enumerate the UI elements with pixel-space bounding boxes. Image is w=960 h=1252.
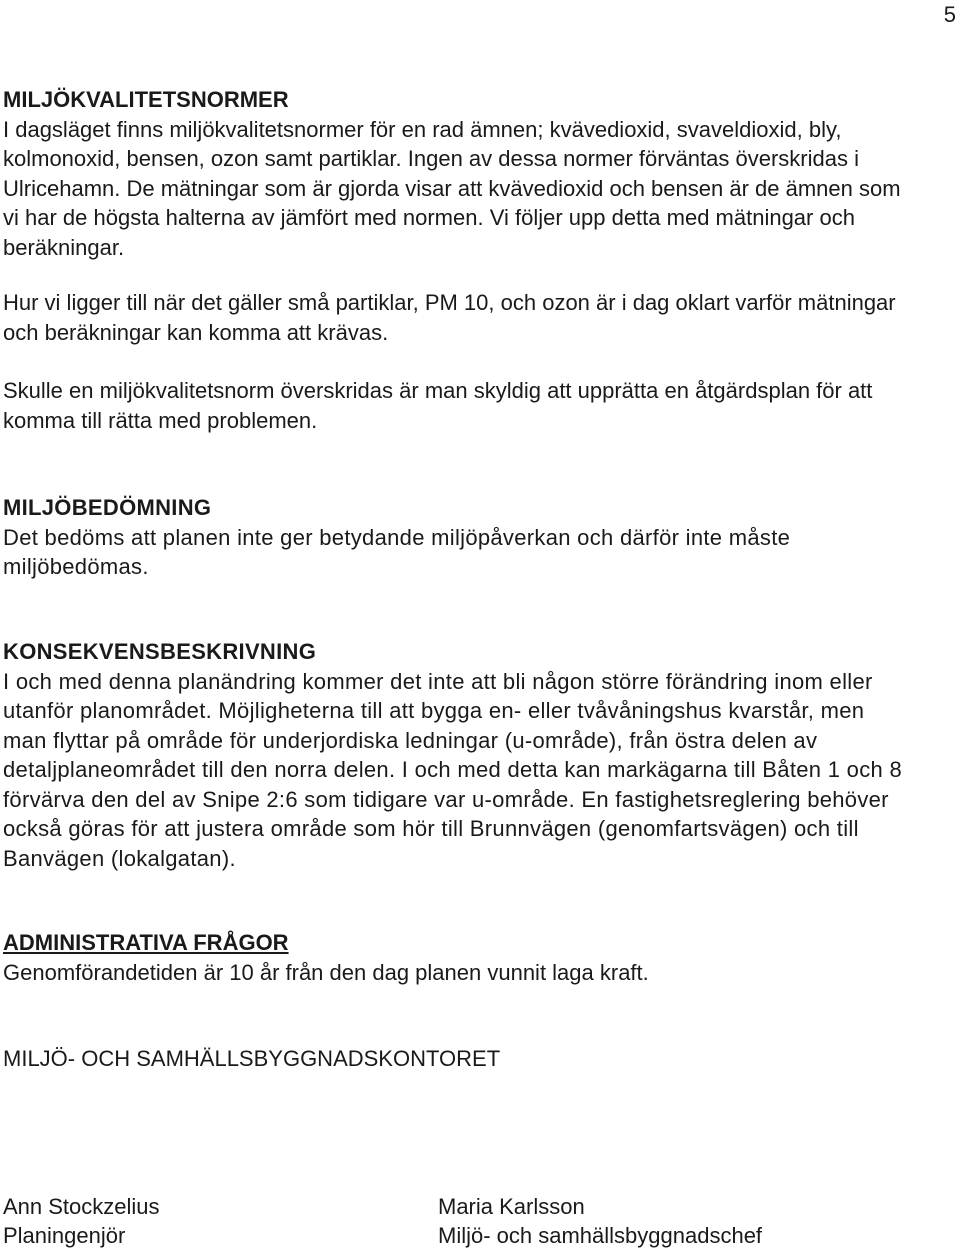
section-miljobedomning xyxy=(3,493,908,582)
section-miljokvalitetsnormer-pm10 xyxy=(3,288,908,347)
signature-block xyxy=(438,1192,762,1250)
body-paragraph: I dagsläget finns miljökvalitetsnormer för en rad ämnen; kvävedioxid, svaveldioxid, bly, kolmonoxid, bensen, ozon samt partiklar. Ingen av dessa normer förväntas överskridas i Ulricehamn. De mätningar som är gjorda visar att kvävedioxid och bensen är de ämnen som vi har de högsta halterna av jämfört med normen. Vi följer upp detta med mätningar och beräkningar. xyxy=(3,116,901,260)
section-heading: MILJÖBEDÖMNING xyxy=(3,495,212,520)
section-miljokvalitetsnormer xyxy=(3,85,908,262)
section-heading: KONSEKVENSBESKRIVNING xyxy=(3,639,317,664)
body-paragraph: Genomförandetiden är 10 år från den dag planen vunnit laga kraft. xyxy=(3,959,649,985)
section-konsekvensbeskrivning xyxy=(3,637,908,873)
body-paragraph: Hur vi ligger till när det gäller små partiklar, PM 10, och ozon är i dag oklart varför mätningar och beräkningar kan komma att krävas. xyxy=(3,290,896,345)
section-administrativa-fragor xyxy=(3,928,908,987)
signature-block xyxy=(3,1192,160,1250)
signer-title: Miljö- och samhällsbyggnadschef xyxy=(438,1223,763,1248)
office-name: MILJÖ- OCH SAMHÄLLSBYGGNADSKONTORET xyxy=(3,1046,501,1071)
section-miljokvalitetsnormer-atgardsplan xyxy=(3,376,908,435)
signer-name: Maria Karlsson xyxy=(438,1194,585,1219)
body-paragraph: Det bedöms att planen inte ger betydande miljöpåverkan och därför inte måste miljöbedömas. xyxy=(3,524,791,579)
body-paragraph: I och med denna planändring kommer det inte att bli någon större förändring inom eller utanför planområdet. Möjligheterna till att bygga en- eller tvåvåningshus kvarstår, men man flyttar på område för underjordiska ledningar (u-område), från östra delen av detaljplaneområdet till den norra delen. I och med detta kan markägarna till Båten 1 och 8 förvärva den del av Snipe 2:6 som tidigare var u-område. En fastighetsreglering behöver också göras för att justera område som hör till Brunnvägen (genomfartsvägen) och till Banvägen (lokalgatan). xyxy=(3,668,902,871)
section-heading: MILJÖKVALITETSNORMER xyxy=(3,87,289,112)
body-paragraph: Skulle en miljökvalitetsnorm överskridas är man skyldig att upprätta en åtgärdsplan för att komma till rätta med problemen. xyxy=(3,378,873,433)
signer-title: Planingenjör xyxy=(3,1223,126,1248)
page-number: 5 xyxy=(943,2,956,27)
signer-name: Ann Stockzelius xyxy=(3,1194,160,1219)
section-heading: ADMINISTRATIVA FRÅGOR xyxy=(3,930,289,955)
